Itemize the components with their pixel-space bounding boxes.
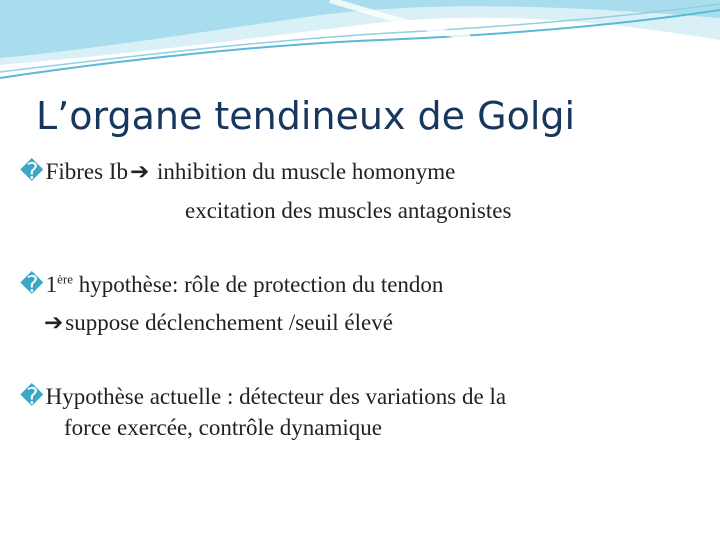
hypothesis-number: 1 [45,272,58,297]
arrow-right-icon: ➔ [130,159,150,184]
header-wave-decoration [0,0,720,90]
current-hypothesis-line-2: force exercée, contrôle dynamique [64,415,382,440]
fibres-continuation: excitation des muscles antagonistes [185,198,512,223]
bullet-icon: � [20,272,44,297]
bullet-item-fibres [20,157,455,187]
fibres-label: Fibres Ib [45,159,129,184]
fibres-inhibition-text: inhibition du muscle homonyme [151,159,456,184]
arrow-right-icon: ➔ [44,310,64,335]
hypothesis-superscript: ère [57,271,73,287]
hypothesis-1-sub-text: suppose déclenchement /seuil élevé [65,310,393,335]
bullet-item-hypothesis-1 [20,270,443,300]
bullet-icon: � [20,384,44,409]
hypothesis-1-text: hypothèse: rôle de protection du tendon [72,272,444,297]
hypothesis-1-subline [44,308,393,338]
bullet-icon: � [20,159,44,184]
current-hypothesis-line-1: Hypothèse actuelle : détecteur des variations de la [45,384,507,409]
slide-title: L’organe tendineux de Golgi [36,94,576,138]
bullet-item-current-hypothesis [20,382,506,412]
